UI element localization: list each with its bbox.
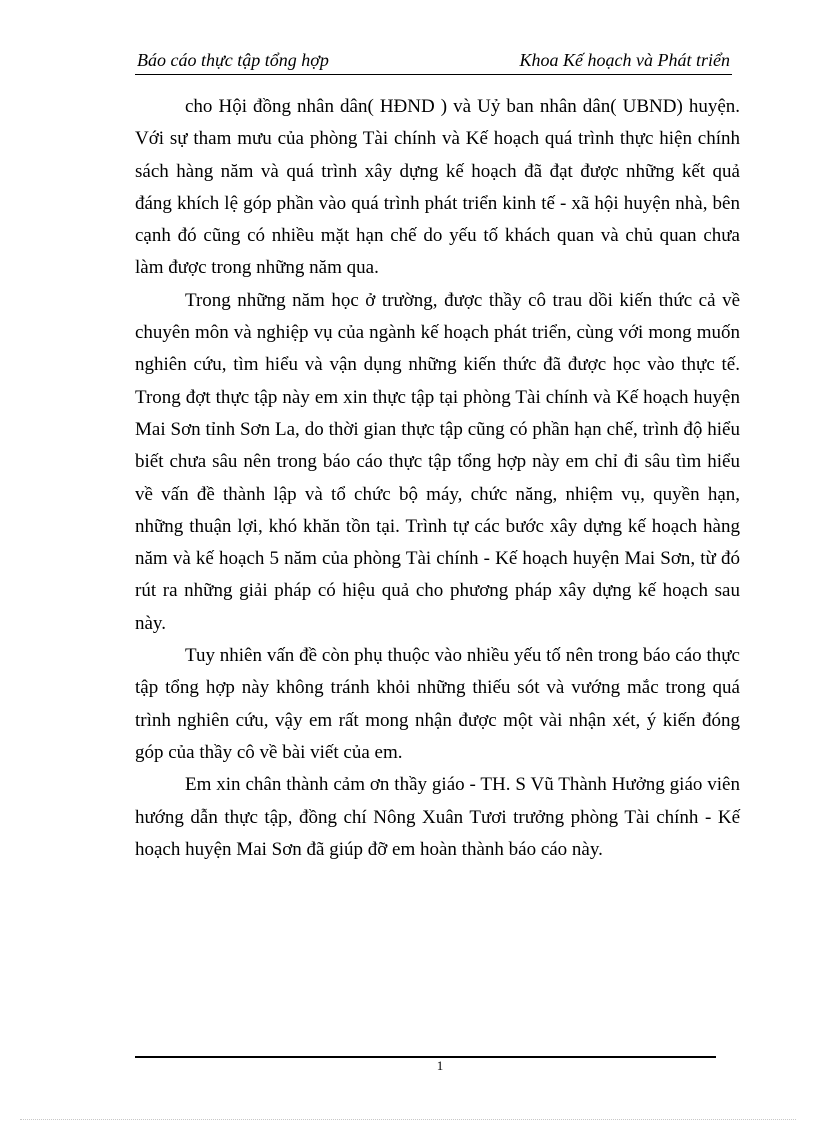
paragraph-limitations: Tuy nhiên vấn đề còn phụ thuộc vào nhiều yếu tố nên trong báo cáo thực tập tổng hợp này không tránh khỏi những thiếu sót và vướng mắc trong quá trình nghiên cứu, vậy em rất mong nhận được một vài nhận xét, ý kiến đóng góp của thầy cô về bài viết của em. [135,645,740,763]
header-faculty-name: Khoa Kế hoạch và Phát triển [519,50,730,70]
page-number: 1 [436,1058,444,1073]
header-report-title: Báo cáo thực tập tổng hợp [137,50,329,70]
paragraph-continuation: cho Hội đồng nhân dân( HĐND ) và Uỷ ban nhân dân( UBND) huyện. Với sự tham mưu của phòng Tài chính và Kế hoạch quá trình thực hiện chính sách hàng năm và quá trình xây dựng kế hoạch đã đạt được những kết quả đáng khích lệ góp phần vào quá trình phát triển kinh tế - xã hội huyện nhà, bên cạnh đó cũng có nhiều mặt hạn chế do yếu tố khách quan và chủ quan chưa làm được trong những năm qua. [135,96,740,279]
paragraph-study-purpose: Trong những năm học ở trường, được thầy cô trau dồi kiến thức cả về chuyên môn và nghiệp vụ của ngành kế hoạch phát triển, cùng với mong muốn nghiên cứu, tìm hiểu và vận dụng những kiến thức đã được học vào thực tế. Trong đợt thực tập này em xin thực tập tại phòng Tài chính và Kế hoạch huyện Mai Sơn tỉnh Sơn La, do thời gian thực tập cũng có phần hạn chế, trình độ hiểu biết chưa sâu nên trong báo cáo thực tập tổng hợp này em chỉ đi sâu tìm hiểu về vấn đề thành lập và tổ chức bộ máy, chức năng, nhiệm vụ, quyền hạn, những thuận lợi, khó khăn tồn tại. Trình tự các bước xây dựng kế hoạch hàng năm và kế hoạch 5 năm của phòng Tài chính - Kế hoạch huyện Mai Sơn, từ đó rút ra những giải pháp có hiệu quả cho phương pháp xây dựng kế hoạch sau này. [135,289,740,634]
document-body [135,91,740,866]
page-edge-divider [20,1119,796,1120]
page-header [135,48,732,75]
paragraph-acknowledgement: Em xin chân thành cảm ơn thầy giáo - TH. S Vũ Thành Hưởng giáo viên hướng dẫn thực tập, đồng chí Nông Xuân Tươi trưởng phòng Tài chính - Kế hoạch huyện Mai Sơn đã giúp đỡ em hoàn thành báo cáo này. [135,774,740,860]
